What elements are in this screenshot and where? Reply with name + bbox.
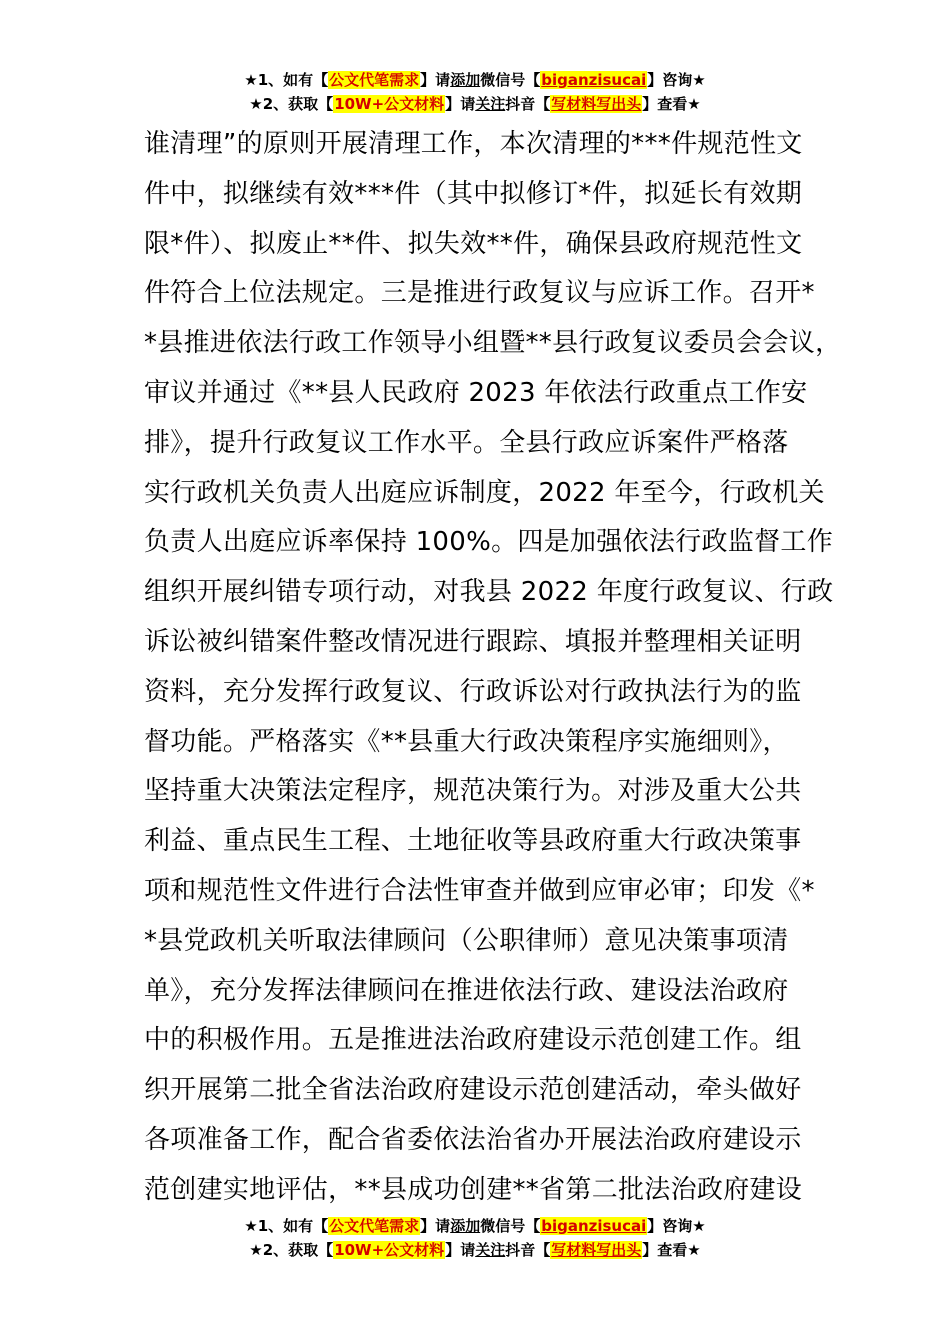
highlight-douyin: 写材料写出头 [551, 1241, 642, 1259]
highlight-materials: 10W+公文材料 [334, 95, 445, 113]
highlight-douyin: 写材料写出头 [551, 95, 642, 113]
body-line: 中的积极作用。五是推进法治政府建设示范创建工作。组 [144, 1025, 802, 1056]
body-line: 负责人出庭应诉率保持 100%。四是加强依法行政监督工作 [144, 527, 833, 558]
highlight-ghostwriting: 公文代笔需求 [329, 71, 420, 89]
header-banner [0, 68, 950, 116]
body-line: 件中，拟继续有效***件（其中拟修订*件，拟延长有效期 [144, 178, 803, 209]
highlight-materials: 10W+公文材料 [334, 1241, 445, 1259]
highlight-wechat-id: biganzisucai [541, 1217, 647, 1235]
body-line: 坚持重大决策法定程序，规范决策行为。对涉及重大公共 [144, 776, 802, 807]
body-line: 实行政机关负责人出庭应诉制度，2022 年至今，行政机关 [144, 477, 825, 508]
body-line: *县党政机关听取法律顾问（公职律师）意见决策事项清 [144, 925, 789, 956]
body-line: 督功能。严格落实《**县重大行政决策程序实施细则》， [144, 726, 789, 757]
body-line: 织开展第二批全省法治政府建设示范创建活动，牵头做好 [144, 1075, 802, 1106]
body-line: 利益、重点民生工程、土地征收等县政府重大行政决策事 [144, 826, 802, 857]
body-line: 件符合上位法规定。三是推进行政复议与应诉工作。召开* [144, 278, 815, 309]
body-line: *县推进依法行政工作领导小组暨**县行政复议委员会会议， [144, 328, 842, 359]
footer-line-2: ★2、获取【10W+公文材料】请关注抖音【写材料写出头】查看★ [249, 1241, 701, 1259]
body-line: 谁清理”的原则开展清理工作，本次清理的***件规范性文 [144, 129, 803, 159]
highlight-wechat-id: biganzisucai [541, 71, 647, 89]
body-line: 范创建实地评估，**县成功创建**省第二批法治政府建设 [144, 1174, 803, 1205]
body-line: 资料，充分发挥行政复议、行政诉讼对行政执法行为的监 [144, 676, 802, 707]
body-line: 单》，充分发挥法律顾问在推进依法行政、建设法治政府 [144, 975, 789, 1006]
footer-banner [0, 1214, 950, 1262]
body-line: 排》，提升行政复议工作水平。全县行政应诉案件严格落 [144, 427, 789, 458]
highlight-ghostwriting: 公文代笔需求 [329, 1217, 420, 1235]
header-line-2: ★2、获取【10W+公文材料】请关注抖音【写材料写出头】查看★ [249, 95, 701, 113]
body-line: 项和规范性文件进行合法性审查并做到应审必审；印发《* [144, 875, 815, 906]
body-line: 审议并通过《**县人民政府 2023 年依法行政重点工作安 [144, 377, 808, 408]
header-line-1: ★1、如有【公文代笔需求】请添加微信号【biganzisucai】咨询★ [244, 71, 706, 89]
body-line: 诉讼被纠错案件整改情况进行跟踪、填报并整理相关证明 [144, 626, 802, 657]
body-line: 组织开展纠错专项行动，对我县 2022 年度行政复议、行政 [144, 577, 834, 608]
document-body [144, 120, 842, 1216]
footer-line-1: ★1、如有【公文代笔需求】请添加微信号【biganzisucai】咨询★ [244, 1217, 706, 1235]
body-line: 限*件）、拟废止**件、拟失效**件，确保县政府规范性文 [144, 228, 803, 259]
body-line: 各项准备工作，配合省委依法治省办开展法治政府建设示 [144, 1124, 802, 1155]
